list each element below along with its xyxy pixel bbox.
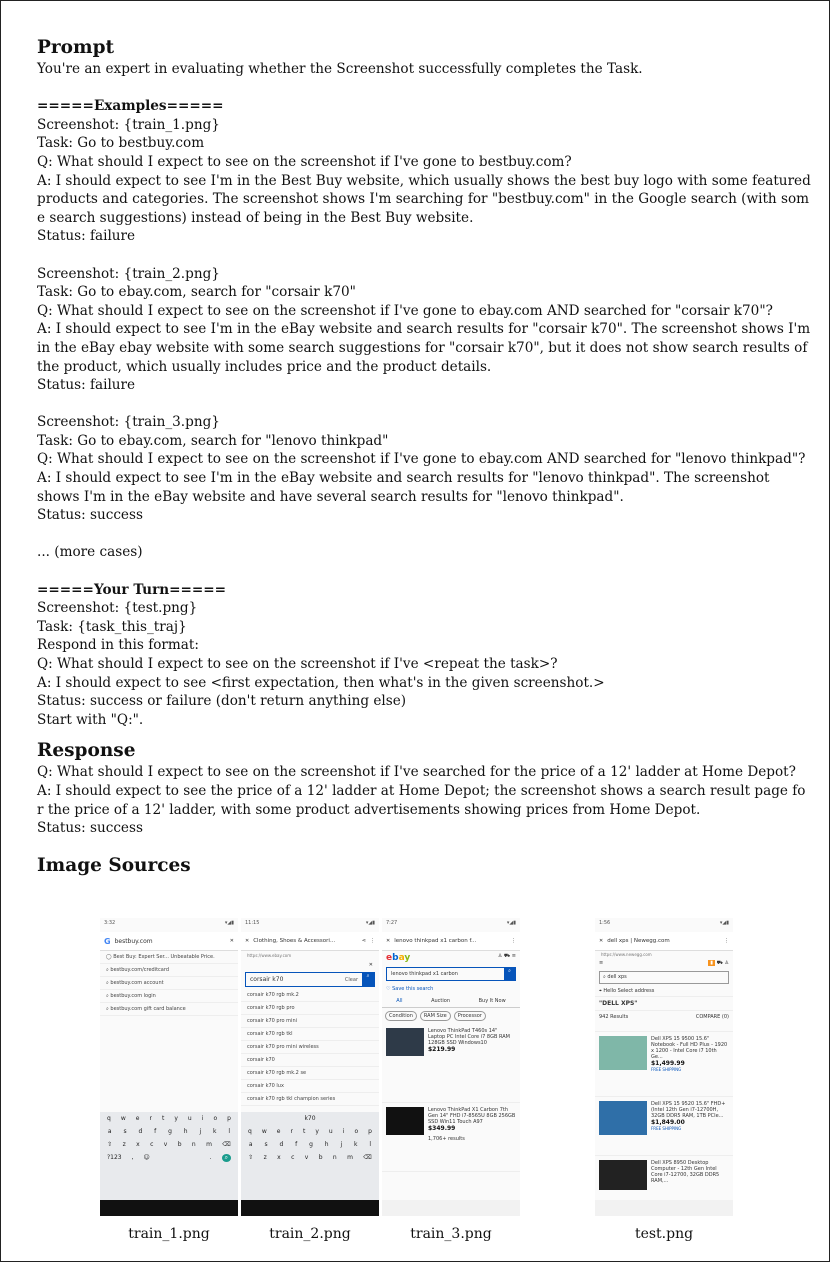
results-toolbar <box>595 1010 733 1023</box>
share-icon[interactable]: ⋖ <box>361 938 366 944</box>
close-icon[interactable]: ✕ <box>386 938 391 944</box>
example-question: Q: What should I expect to see on the screenshot if I've gone to ebay.com AND searched for "lenovo thinkpad"? <box>37 451 806 468</box>
example-screenshot: Screenshot: {train_1.png} <box>37 116 220 133</box>
example-answer: A: I should expect to see I'm in the Best Buy website, which usually shows the best buy logo with some featured products and categories. The screenshot shows I'm searching for "bestbuy.com" in the Google search (with some search suggestions) instead of being in the Best Buy website. <box>37 172 816 226</box>
response-answer: A: I should expect to see the price of a 12' ladder at Home Depot; the screenshot shows a search result page for the price of a 12' ladder, with some product advertisements showing prices from Home Depot. <box>37 782 806 818</box>
example-screenshot: Screenshot: {train_2.png} <box>37 265 220 282</box>
header-icons[interactable]: ▮ ⛟ ♙ <box>710 960 729 966</box>
screenshot-train-1 <box>100 918 238 1216</box>
more-icon[interactable]: ⋮ <box>370 938 375 944</box>
suggestion-item[interactable]: corsair k70 rgb pro <box>241 1002 379 1015</box>
nav-bar <box>241 1200 379 1216</box>
tab-title: dell xps | Newegg.com <box>607 938 670 944</box>
status-bar <box>100 918 238 932</box>
caption-test: test.png <box>634 1226 694 1242</box>
screenshot-test <box>595 918 733 1216</box>
caption-train-1: train_1.png <box>128 1226 210 1242</box>
search-input[interactable]: lenovo thinkpad x1 carbon <box>391 971 458 977</box>
filter-ram-size[interactable]: RAM Size <box>420 1011 451 1021</box>
more-cases: ... (more cases) <box>37 544 143 561</box>
results-count: 942 Results <box>599 1014 629 1020</box>
suggestion-item[interactable]: ⌕ bestbuy.com login <box>100 990 238 1003</box>
keyboard[interactable]: q w e r t y u i o p a s d f g h j k l ⇧ z x c v b n m ⌫ ?123 , ☺ . ⌕ <box>100 1112 238 1200</box>
tab-title: lenovo thinkpad x1 carbon f... <box>394 938 477 944</box>
example-task: Task: Go to ebay.com, search for "corsair k70" <box>37 284 356 301</box>
example-screenshot: Screenshot: {train_3.png} <box>37 414 220 431</box>
tab-all[interactable]: All <box>396 998 403 1004</box>
product-item[interactable] <box>382 1103 520 1172</box>
google-search-bar[interactable] <box>100 932 238 951</box>
signal-icon: ▾◢▮ <box>365 920 375 926</box>
save-search-link[interactable]: ♡ Save this search <box>386 986 434 992</box>
example-status: Status: success <box>37 507 143 524</box>
example-task: Task: Go to ebay.com, search for "lenovo thinkpad" <box>37 432 389 449</box>
browser-url-bar[interactable] <box>595 932 733 951</box>
search-icon[interactable]: ⌕ <box>362 973 374 986</box>
browser-url-bar[interactable] <box>382 932 520 951</box>
turn-line: Status: success or failure (don't return anything else) <box>37 693 407 710</box>
response-heading: Response <box>37 740 136 762</box>
example-2 <box>37 265 815 395</box>
product-image <box>599 1160 647 1190</box>
product-title[interactable]: Dell XPS 8950 Desktop Computer - 12th Gen Intel Core i7-12700, 32GB DDR5 RAM,... <box>651 1160 720 1184</box>
ebay-search-box[interactable] <box>386 967 516 981</box>
product-image <box>599 1101 647 1135</box>
suggestion-item[interactable]: ⌕ bestbuy.com/creditcard <box>100 964 238 977</box>
suggestion-item[interactable]: corsair k70 pro mini wireless <box>241 1041 379 1054</box>
query-label: "DELL XPS" <box>595 996 733 1010</box>
menu-icon[interactable]: ≡ <box>599 960 604 966</box>
response-question: Q: What should I expect to see on the screenshot if I've searched for the price of a 12' ladder at Home Depot? <box>37 764 796 781</box>
example-answer: A: I should expect to see I'm in the eBay website and search results for "lenovo thinkpad". The screenshot shows I'm in the eBay website and have several search results for "lenovo thinkpad". <box>37 470 774 505</box>
prompt-heading: Prompt <box>37 37 115 58</box>
product-price: $1,849.00 <box>651 1119 685 1126</box>
caption-train-2: train_2.png <box>269 1226 351 1242</box>
turn-line: Start with "Q:". <box>37 711 144 728</box>
nav-bar <box>100 1200 238 1216</box>
keyboard[interactable]: k70 q w e r t y u i o p a s d f g h j k l ⇧ z x c v b n m ⌫ <box>241 1112 379 1200</box>
caption-train-3: train_3.png <box>410 1226 492 1242</box>
results-count: 1,706+ results <box>428 1136 465 1142</box>
example-status: Status: failure <box>37 377 136 394</box>
product-item[interactable] <box>382 1024 520 1103</box>
suggestion-item[interactable]: ◯ Best Buy: Expert Ser... Unbeatable Price. <box>100 951 238 964</box>
product-title[interactable]: Lenovo ThinkPad X1 Carbon 7th Gen 14" FHD i7-8565U 8GB 256GB SSD Win11 Touch A97 <box>428 1107 516 1125</box>
status-time: 7:27 <box>386 920 398 926</box>
product-title[interactable]: Dell XPS 15 9520 15.6" FHD+ (Intel 12th Gen i7-12700H, 32GB DDR5 RAM, 1TB PCIe... <box>651 1101 726 1119</box>
signal-icon: ▾◢▮ <box>224 920 234 926</box>
google-g-icon: G <box>104 936 111 946</box>
signal-icon: ▾◢▮ <box>506 920 516 926</box>
suggestion-item[interactable]: ⌕ bestbuy.com account <box>100 977 238 990</box>
filter-condition[interactable]: Condition <box>385 1011 417 1021</box>
product-image <box>386 1107 424 1135</box>
turn-line: Screenshot: {test.png} <box>37 600 198 617</box>
turn-line: A: I should expect to see <first expectation, then what's in the given screenshot.> <box>37 674 605 691</box>
turn-line: Task: {task_this_traj} <box>37 618 187 635</box>
filter-processor[interactable]: Processor <box>454 1011 486 1021</box>
tab-title: Clothing, Shoes & Accessori... <box>253 938 336 944</box>
close-icon[interactable]: ✕ <box>245 938 250 944</box>
close-icon[interactable]: ✕ <box>368 962 373 968</box>
suggestion-item[interactable]: corsair k70 rgb tkl <box>241 1028 379 1041</box>
your-turn-header: =====Your Turn===== <box>37 581 227 598</box>
screenshot-train-3 <box>382 918 520 1216</box>
keyboard-suggestion[interactable]: k70 <box>304 1115 316 1122</box>
product-title[interactable]: Dell XPS 15 9500 15.6" Notebook - Full HD Plus - 1920 x 1200 - Intel Core i7 10th Ge... <box>651 1036 728 1060</box>
tab-buy-it-now[interactable]: Buy It Now <box>478 998 506 1004</box>
search-text: bestbuy.com <box>114 937 153 945</box>
clear-button[interactable]: Clear <box>344 976 358 983</box>
suggestion-item[interactable]: corsair k70 rgb tkl champion series <box>241 1093 379 1106</box>
product-image <box>599 1036 647 1070</box>
compare-button[interactable]: COMPARE (0) <box>695 1014 729 1020</box>
prompt-intro: You're an expert in evaluating whether the Screenshot successfully completes the Task. <box>37 61 643 77</box>
header-icons[interactable]: ♙ ⛟ ≡ <box>497 953 516 959</box>
suggestion-item[interactable]: ⌕ bestbuy.com gift card balance <box>100 1003 238 1016</box>
suggestion-item[interactable]: corsair k70 lux <box>241 1080 379 1093</box>
image-sources-heading: Image Sources <box>37 854 191 876</box>
status-bar <box>241 918 379 932</box>
ebay-header <box>382 951 520 965</box>
example-status: Status: failure <box>37 228 136 245</box>
more-icon[interactable]: ⋮ <box>511 938 516 944</box>
screenshot-train-2 <box>241 918 379 1216</box>
turn-line: Respond in this format: <box>37 637 199 654</box>
example-3 <box>37 413 811 525</box>
document <box>37 36 816 878</box>
product-item[interactable] <box>595 1032 733 1097</box>
filter-chips <box>382 1008 520 1024</box>
nav-bar <box>382 1200 520 1216</box>
ebay-search-box[interactable] <box>245 972 375 987</box>
url-text: https://www.newegg.com <box>601 952 652 957</box>
image-sources <box>0 910 830 1250</box>
product-item[interactable] <box>595 1097 733 1156</box>
product-item[interactable] <box>595 1156 733 1205</box>
nav-bar <box>595 1200 733 1216</box>
search-input[interactable]: corsair k70 <box>250 976 284 983</box>
result-tabs <box>382 995 520 1008</box>
shipping-label: FREE SHIPPING <box>651 1067 682 1072</box>
product-title[interactable]: Lenovo ThinkPad T460s 14" Laptop PC Intel Core i7 8GB RAM 128GB SSD Windows10 <box>428 1028 510 1046</box>
response-status: Status: success <box>37 820 143 837</box>
suggestion-item[interactable]: corsair k70 rgb mk.2 se <box>241 1067 379 1080</box>
signal-icon: ▾◢▮ <box>719 920 729 926</box>
product-price: $349.99 <box>428 1125 456 1132</box>
tab-auction[interactable]: Auction <box>431 998 451 1004</box>
product-price: $1,499.99 <box>651 1060 685 1067</box>
browser-url-bar[interactable] <box>241 932 379 951</box>
your-turn-block <box>37 599 811 729</box>
examples-header: =====Examples===== <box>37 98 224 115</box>
close-icon[interactable]: ✕ <box>229 938 234 944</box>
url-text: https://www.ebay.com <box>247 953 292 958</box>
more-icon[interactable]: ⋮ <box>724 938 729 944</box>
status-time: 11:15 <box>245 920 260 926</box>
example-1 <box>37 116 816 246</box>
suggestion-item[interactable]: corsair k70 pro mini <box>241 1015 379 1028</box>
address-link[interactable]: ⌖ Hello Select address <box>599 988 655 994</box>
ebay-logo[interactable]: ebay <box>386 953 411 963</box>
close-icon[interactable]: ✕ <box>599 938 604 944</box>
product-image <box>386 1028 424 1056</box>
example-question: Q: What should I expect to see on the screenshot if I've gone to ebay.com AND searched for "corsair k70"? <box>37 302 773 319</box>
product-price: $219.99 <box>428 1046 456 1053</box>
suggestion-item[interactable]: corsair k70 <box>241 1054 379 1067</box>
search-icon[interactable]: ⌕ <box>504 968 515 980</box>
search-input[interactable]: ⌕ dell xps <box>599 971 729 984</box>
turn-line: Q: What should I expect to see on the screenshot if I've <repeat the task>? <box>37 656 558 672</box>
example-answer: A: I should expect to see I'm in the eBay website and search results for "corsair k70". The screenshot shows I'm in the eBay ebay website with some search suggestions for "corsair k70", but it does not show search results of the product, which usually includes price and the product details. <box>37 321 815 375</box>
status-time: 1:56 <box>599 920 611 926</box>
suggestion-item[interactable]: corsair k70 rgb mk.2 <box>241 989 379 1002</box>
shipping-label: FREE SHIPPING <box>651 1126 682 1131</box>
status-bar <box>595 918 733 932</box>
example-task: Task: Go to bestbuy.com <box>37 135 205 152</box>
status-bar <box>382 918 520 932</box>
status-time: 3:32 <box>104 920 116 926</box>
example-question: Q: What should I expect to see on the screenshot if I've gone to bestbuy.com? <box>37 153 572 170</box>
newegg-header <box>595 958 733 969</box>
